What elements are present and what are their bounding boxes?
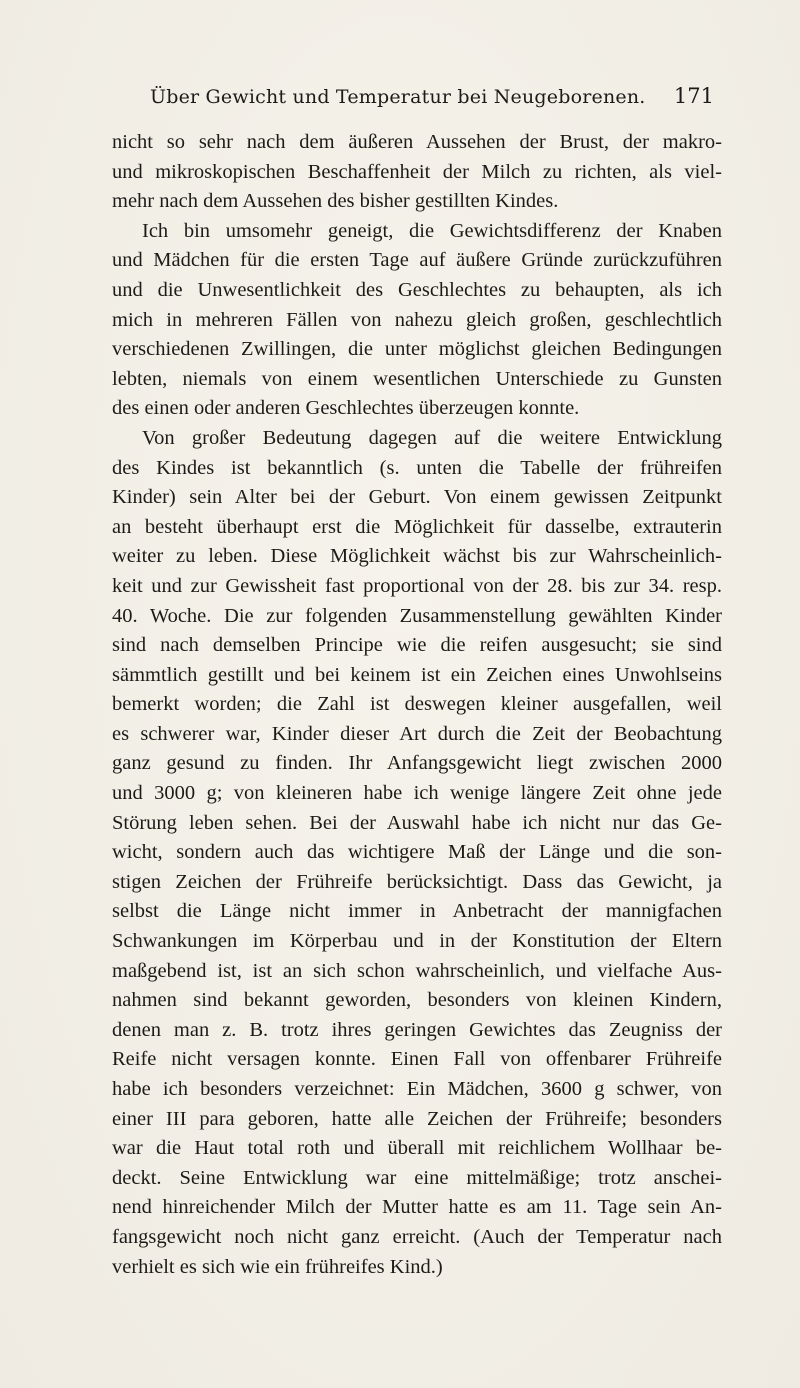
page-header: [150, 86, 714, 116]
text-line: nend hinreichender Milch der Mutter hatte es am 11. Tage sein An-: [112, 1196, 722, 1219]
text-line: nicht so sehr nach dem äußeren Aussehen der Brust, der makro-: [112, 131, 722, 153]
text-line: einer III para geboren, hatte alle Zeichen der Frühreife; besonders: [112, 1107, 722, 1130]
text-line: mehr nach dem Aussehen des bisher gestillten Kindes.: [112, 190, 559, 213]
text-line: verhielt es sich wie ein frühreifes Kind.): [112, 1255, 443, 1278]
text-line: Von großer Bedeutung dagegen auf die weitere Entwicklung: [142, 426, 722, 449]
text-line: nahmen sind bekannt geworden, besonders von kleinen Kindern,: [112, 989, 722, 1012]
text-line: an besteht überhaupt erst die Möglichkeit für dasselbe, extrauterin: [112, 515, 722, 538]
text-line: und 3000 g; von kleineren habe ich wenige längere Zeit ohne jede: [112, 782, 722, 805]
text-line: und die Unwesentlichkeit des Geschlechtes zu behaupten, als ich: [112, 278, 722, 301]
text-line: habe ich besonders verzeichnet: Ein Mädchen, 3600 g schwer, von: [112, 1078, 722, 1100]
text-line: maßgebend ist, ist an sich schon wahrscheinlich, und vielfache Aus-: [112, 959, 722, 982]
text-line: denen man z. B. trotz ihres geringen Gewichtes das Zeugniss der: [112, 1018, 722, 1041]
text-line: fangsgewicht noch nicht ganz erreicht. (Auch der Temperatur nach: [112, 1225, 722, 1248]
text-line: Kinder) sein Alter bei der Geburt. Von einem gewissen Zeitpunkt: [112, 486, 722, 509]
text-line: Störung leben sehen. Bei der Auswahl habe ich nicht nur das Ge-: [112, 811, 722, 834]
text-line: Schwankungen im Körperbau und in der Konstitution der Eltern: [112, 930, 722, 953]
text-line: keit und zur Gewissheit fast proportional von der 28. bis zur 34. resp.: [112, 574, 722, 597]
text-line: selbst die Länge nicht immer in Anbetracht der mannigfachen: [112, 900, 722, 923]
text-line: es schwerer war, Kinder dieser Art durch die Zeit der Beobachtung: [112, 722, 722, 745]
running-title: Über Gewicht und Temperatur bei Neugeborenen.: [150, 86, 646, 108]
text-line: sind nach demselben Principe wie die reifen ausgesucht; sie sind: [112, 634, 722, 657]
text-line: 40. Woche. Die zur folgenden Zusammenstellung gewählten Kinder: [112, 604, 722, 627]
text-line: war die Haut total roth und überall mit reichlichem Wollhaar be-: [112, 1137, 722, 1160]
text-line: und Mädchen für die ersten Tage auf äußere Gründe zurückzuführen: [112, 249, 722, 272]
text-line: deckt. Seine Entwicklung war eine mittelmäßige; trotz anschei-: [112, 1166, 722, 1189]
text-line: Reife nicht versagen konnte. Einen Fall von offenbarer Frühreife: [112, 1048, 722, 1071]
text-line: lebten, niemals von einem wesentlichen Unterschiede zu Gunsten: [112, 367, 722, 390]
text-line: stigen Zeichen der Frühreife berücksichtigt. Dass das Gewicht, ja: [112, 870, 722, 893]
text-line: mich in mehreren Fällen von nahezu gleich großen, geschlechtlich: [112, 308, 722, 331]
text-line: Ich bin umsomehr geneigt, die Gewichtsdifferenz der Knaben: [142, 219, 722, 242]
text-line: wicht, sondern auch das wichtigere Maß der Länge und die son-: [112, 841, 722, 864]
body-text: [112, 128, 722, 1282]
text-line: sämmtlich gestillt und bei keinem ist ein Zeichen eines Unwohlseins: [112, 663, 722, 686]
page-number: 171: [673, 84, 714, 108]
text-line: ganz gesund zu finden. Ihr Anfangsgewicht liegt zwischen 2000: [112, 752, 722, 775]
text-line: des einen oder anderen Geschlechtes überzeugen konnte.: [112, 397, 580, 420]
text-line: weiter zu leben. Diese Möglichkeit wächst bis zur Wahrscheinlich-: [112, 545, 722, 568]
text-line: verschiedenen Zwillingen, die unter möglichst gleichen Bedingungen: [112, 338, 722, 361]
text-line: und mikroskopischen Beschaffenheit der Milch zu richten, als viel-: [112, 160, 722, 183]
text-line: des Kindes ist bekanntlich (s. unten die Tabelle der frühreifen: [112, 456, 722, 479]
text-line: bemerkt worden; die Zahl ist deswegen kleiner ausgefallen, weil: [112, 693, 722, 716]
